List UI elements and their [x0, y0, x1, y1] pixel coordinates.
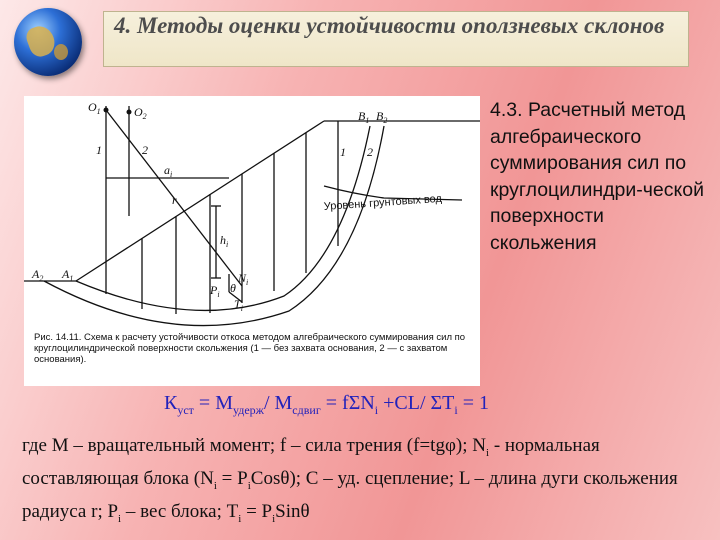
o1-label: $O_1$ — [88, 100, 101, 116]
b1-label: $B_1$ — [358, 109, 370, 125]
center-o1 — [104, 108, 109, 113]
slide-title: 4. Методы оценки устойчивости оползневых склонов — [114, 13, 665, 38]
pi-label: $P_i$ — [210, 283, 220, 299]
title-banner — [103, 11, 689, 67]
ti-label: $T_i$ — [234, 297, 243, 313]
groundwater-label: Уровень грунтовых вод — [323, 192, 443, 213]
figure-caption: Рис. 14.11. Схема к расчету устойчивости откоса методом алгебраического суммирования сил по круглоцилиндрической поверхности скольжения (1 — без захвата основания, 2 — с захватом основания). — [34, 332, 466, 365]
section-heading: 4.3. Расчетный метод алгебраического суммирования сил по круглоцилиндри-ческой поверхности скольжения — [490, 99, 704, 254]
label-2-right: 2 — [367, 145, 373, 159]
o2-label: $O_2$ — [134, 105, 147, 121]
r-label: r — [172, 193, 177, 207]
stability-formula: $К_{уст} = М_{удерж}/$ $М_{сдвиг} = f\Sigma N_i +CL/$ $\Sigma T_i = 1$ — [164, 392, 489, 417]
slope-diagram — [24, 96, 480, 332]
label-2-left: 2 — [142, 143, 148, 157]
a1-label: $A_1$ — [62, 267, 74, 283]
ai-label: $a_i$ — [164, 163, 173, 179]
label-1-left: 1 — [96, 143, 102, 157]
formula-description: где М – вращательный момент; f – сила трения (f=tgφ); $N_i$ - нормальная составляющая блока $(N_i = P_iCos\theta)$; C – уд. сцепление; L – длина дуги скольжения радиуса r; $P_i$ – вес блока; $T_i = P_iSin\theta$ — [22, 435, 678, 525]
ni-label: $N_i$ — [238, 271, 249, 287]
slope-line — [76, 121, 324, 281]
label-1-right: 1 — [340, 145, 346, 159]
a2-label: $A_2$ — [32, 267, 44, 283]
slope-figure — [24, 96, 480, 386]
theta-label: θ — [230, 281, 236, 295]
slip-arc-1 — [76, 126, 370, 310]
globe-icon — [14, 8, 82, 76]
hi-label: $h_i$ — [220, 233, 229, 249]
b2-label: $B_2$ — [376, 109, 388, 125]
center-o2 — [127, 110, 132, 115]
